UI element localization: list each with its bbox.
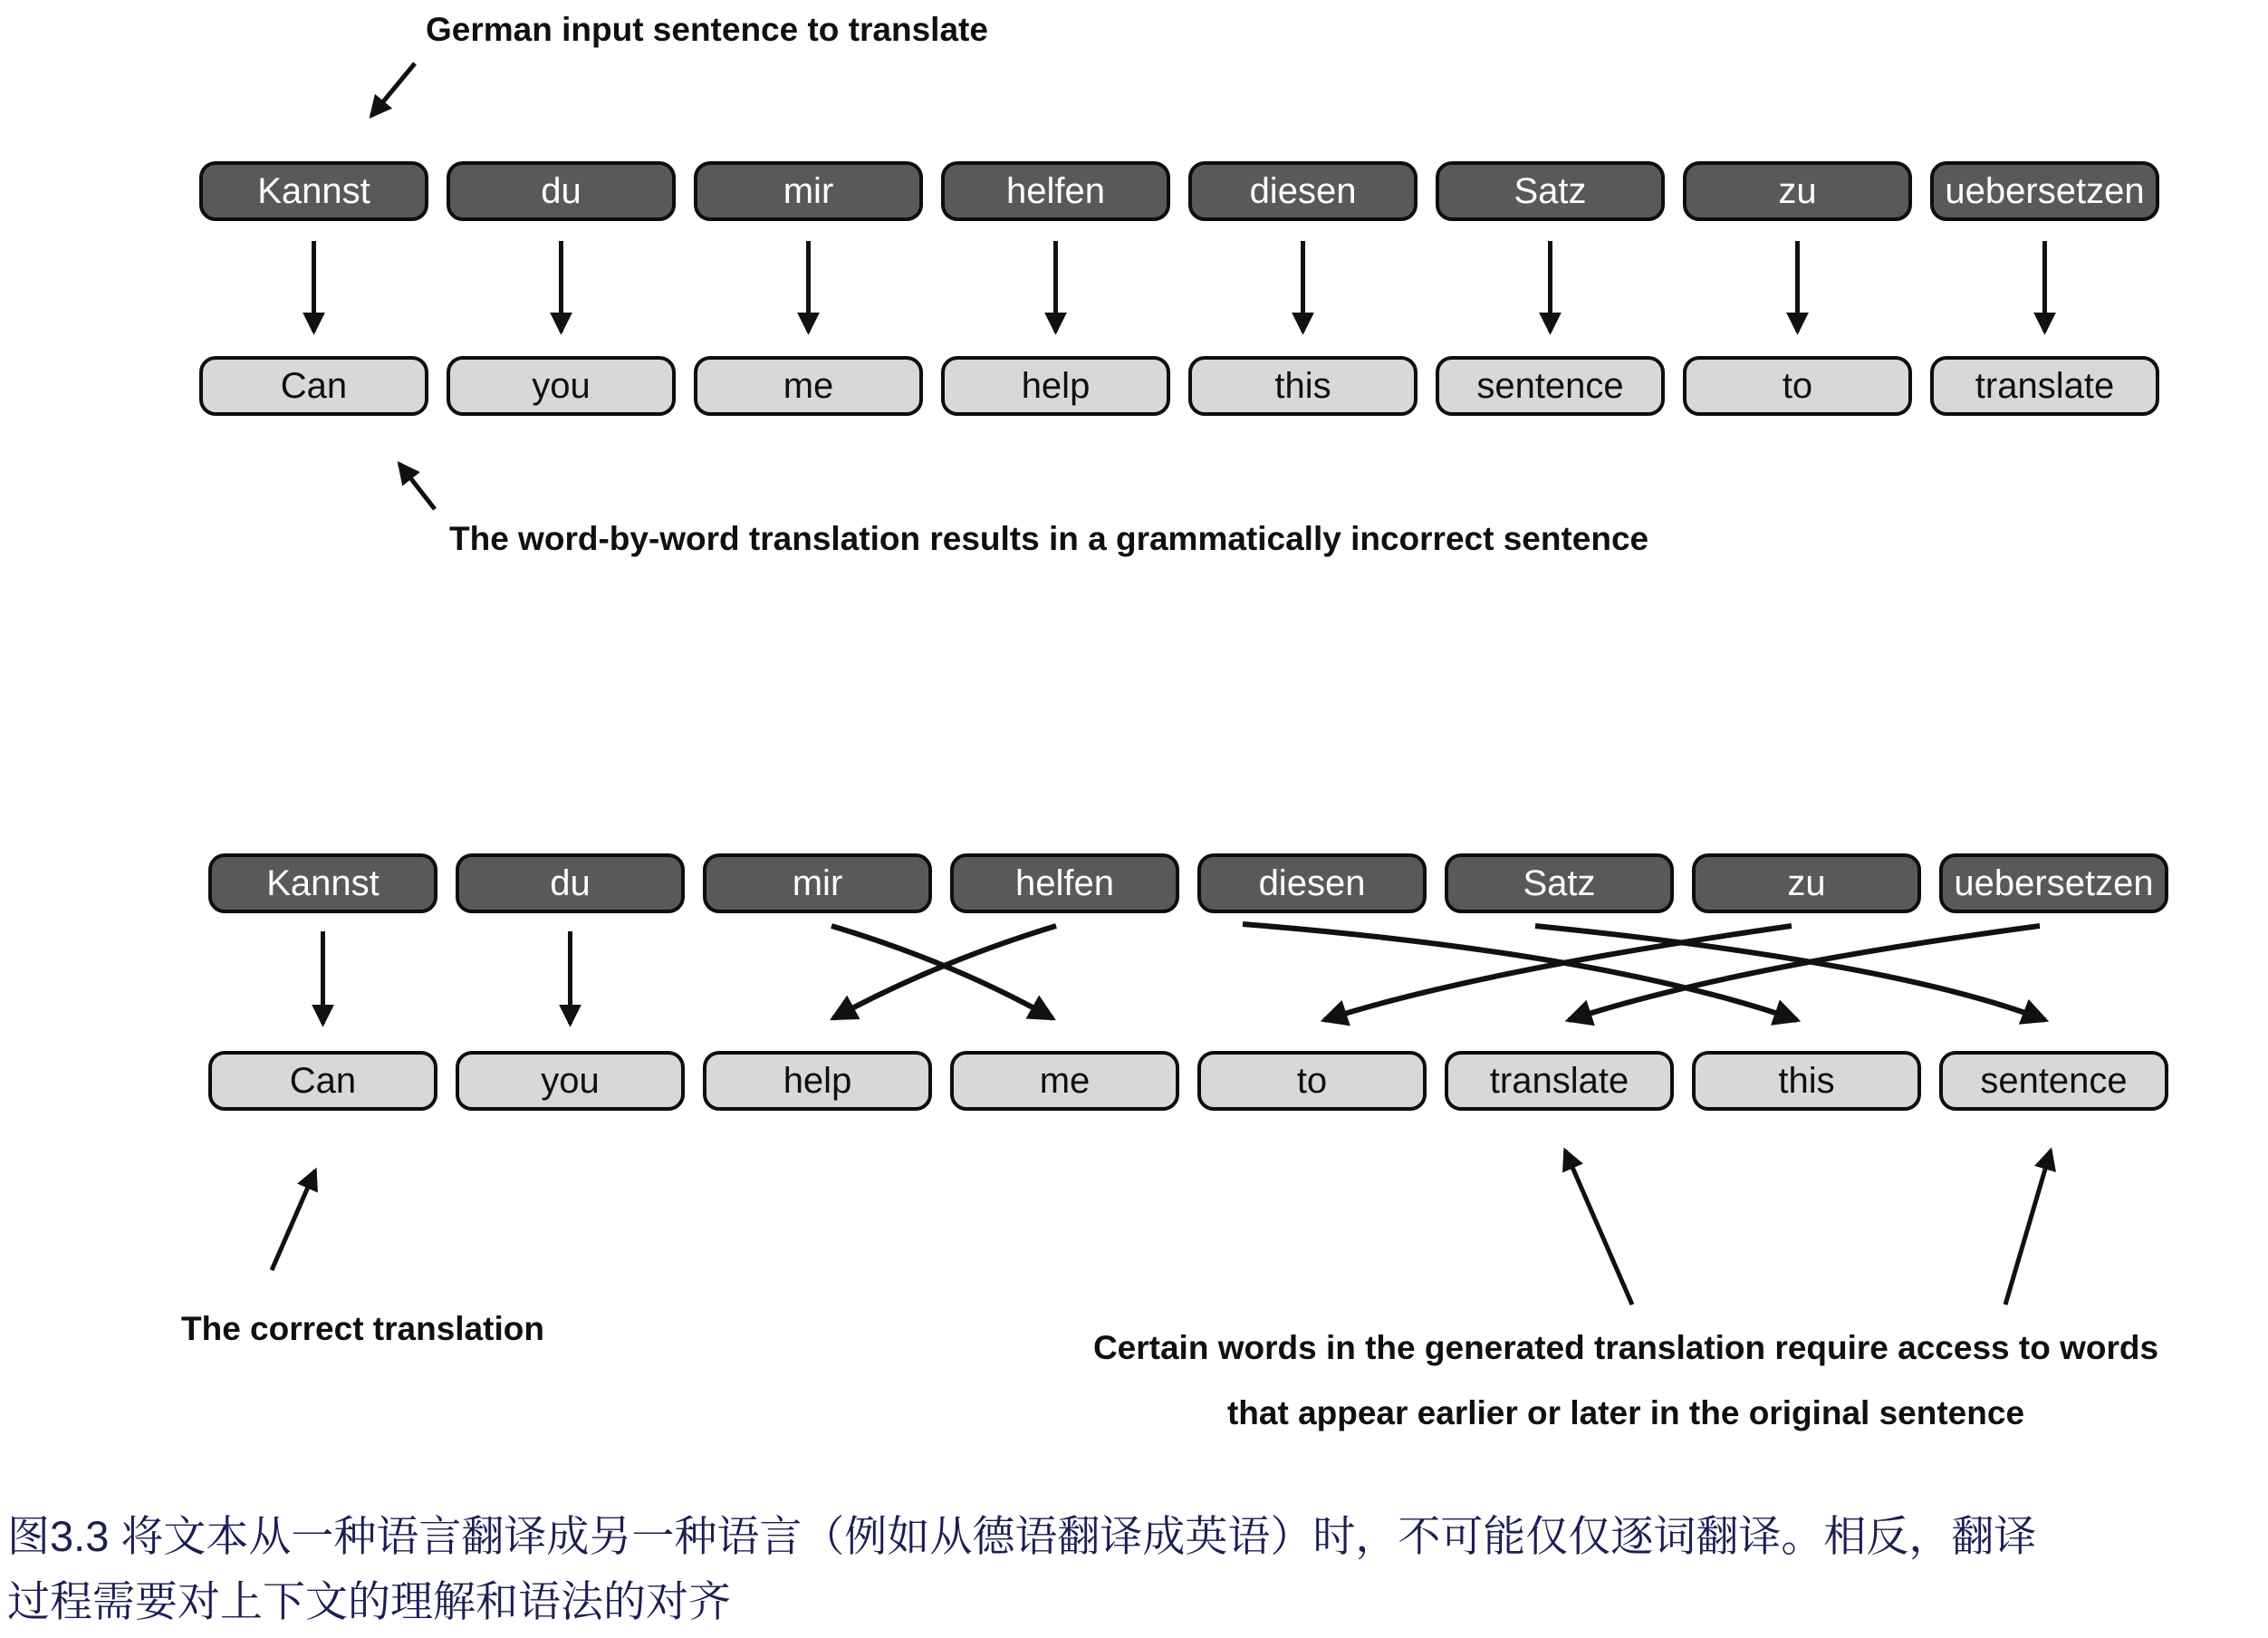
word-box-english-top-you: you (447, 356, 676, 416)
arrow-label-word-by-word (399, 464, 435, 509)
word-box-english-top-me: me (694, 356, 923, 416)
word-box-english-bottom-can: Can (208, 1051, 437, 1111)
word-box-english-top-to: to (1683, 356, 1912, 416)
word-box-german-top-mir: mir (694, 161, 923, 221)
annotation-certain-words-line1: Certain words in the generated translation require access to words (1092, 1329, 2159, 1366)
word-box-english-bottom-this: this (1692, 1051, 1921, 1111)
word-box-english-bottom-to: to (1197, 1051, 1427, 1111)
word-box-german-top-satz: Satz (1436, 161, 1665, 221)
figure-caption (7, 1504, 2264, 1634)
word-box-german-bottom-zu: zu (1692, 853, 1921, 913)
word-box-german-top-kannst: Kannst (199, 161, 428, 221)
word-box-german-bottom-mir: mir (703, 853, 932, 913)
word-box-german-top-helfen: helfen (941, 161, 1170, 221)
arrow-label-certain-words-sentence (2005, 1151, 2051, 1305)
word-box-german-bottom-helfen: helfen (950, 853, 1179, 913)
word-box-german-top-diesen: diesen (1188, 161, 1418, 221)
word-box-english-top-sentence: sentence (1436, 356, 1665, 416)
annotation-german-input: German input sentence to translate (426, 11, 988, 48)
figure-caption-line1: 图3.3 将文本从一种语言翻译成另一种语言（例如从德语翻译成英语）时，不可能仅仅逐词翻译。相反，翻译 (7, 1512, 2037, 1560)
arrow-label-certain-words-translate (1565, 1151, 1632, 1305)
word-box-english-bottom-me: me (950, 1051, 1179, 1111)
arrow-label-german-input (371, 63, 415, 116)
word-box-english-bottom-you: you (456, 1051, 685, 1111)
word-box-german-bottom-uebersetzen: uebersetzen (1939, 853, 2168, 913)
word-box-english-top-translate: translate (1930, 356, 2159, 416)
word-box-german-bottom-diesen: diesen (1197, 853, 1427, 913)
word-box-german-bottom-satz: Satz (1445, 853, 1674, 913)
word-box-german-top-uebersetzen: uebersetzen (1930, 161, 2159, 221)
word-box-english-bottom-sentence: sentence (1939, 1051, 2168, 1111)
annotation-certain-words-line2: that appear earlier or later in the original sentence (1226, 1394, 2025, 1431)
word-box-english-bottom-translate: translate (1445, 1051, 1674, 1111)
word-box-german-bottom-du: du (456, 853, 685, 913)
arrow-label-correct-translation (272, 1171, 315, 1270)
word-box-german-top-du: du (447, 161, 676, 221)
annotation-certain-words (992, 1315, 2260, 1446)
word-box-german-top-zu: zu (1683, 161, 1912, 221)
figure-caption-line2: 过程需要对上下文的理解和语法的对齐 (7, 1577, 731, 1625)
word-box-english-bottom-help: help (703, 1051, 932, 1111)
word-box-german-bottom-kannst: Kannst (208, 853, 437, 913)
word-box-english-top-can: Can (199, 356, 428, 416)
annotation-correct-translation: The correct translation (181, 1310, 544, 1347)
annotation-word-by-word: The word-by-word translation results in a grammatically incorrect sentence (449, 520, 1649, 557)
word-box-english-top-help: help (941, 356, 1170, 416)
word-box-english-top-this: this (1188, 356, 1418, 416)
